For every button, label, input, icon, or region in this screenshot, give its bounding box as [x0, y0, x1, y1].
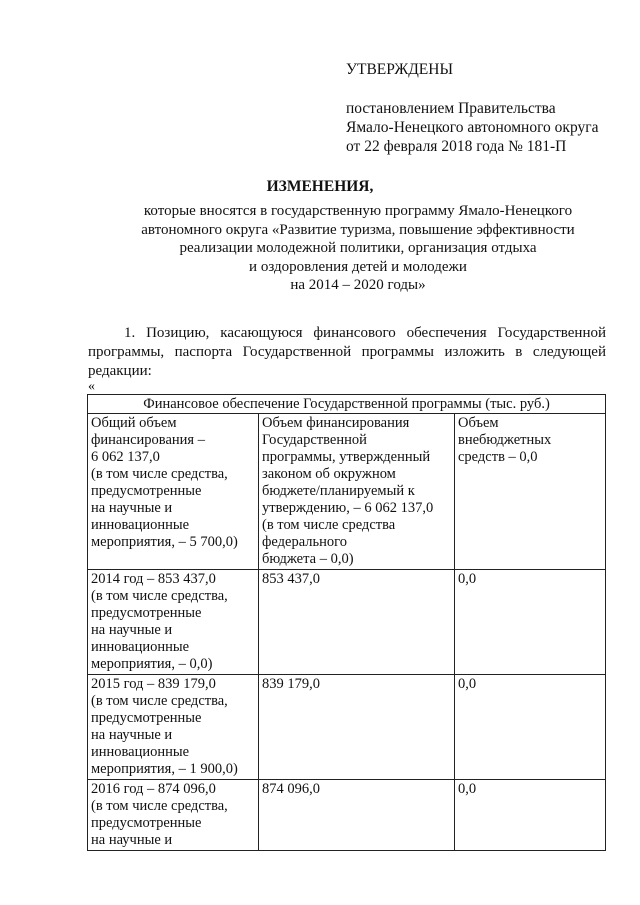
subtitle-line: и оздоровления детей и молодежи [249, 258, 467, 275]
table-row [88, 675, 606, 780]
document-subtitle [0, 202, 640, 295]
year-cell: 2015 год – 839 179,0 (в том числе средства, предусмотренные на научные и инновационные мероприятия, – 1 900,0) [88, 675, 259, 780]
subtitle-line: автономного округа «Развитие туризма, повышение эффективности [141, 221, 575, 238]
document-title: ИЗМЕНЕНИЯ, [266, 178, 374, 195]
approval-line: Ямало-Ненецкого автономного округа [346, 119, 599, 136]
table-row [88, 570, 606, 675]
year-cell: 2016 год – 874 096,0 (в том числе средства, предусмотренные на научные и [88, 780, 259, 851]
financing-table [87, 394, 606, 851]
table-row [88, 780, 606, 851]
subtitle-line: которые вносятся в государственную программу Ямало-Ненецкого [143, 203, 573, 219]
extrabudget-value-cell: 0,0 [455, 570, 606, 675]
year-cell: 2014 год – 853 437,0 (в том числе средства, предусмотренные на научные и инновационные мероприятия, – 0,0) [88, 570, 259, 675]
budget-value-cell: 839 179,0 [259, 675, 455, 780]
approval-title: УТВЕРЖДЕНЫ [346, 61, 453, 78]
extrabudget-cell: Объем внебюджетных средств – 0,0 [455, 414, 606, 570]
opening-quote: « [88, 379, 95, 394]
table-header: Финансовое обеспечение Государственной программы (тыс. руб.) [88, 395, 606, 414]
extrabudget-value-cell: 0,0 [455, 675, 606, 780]
budget-value-cell: 874 096,0 [259, 780, 455, 851]
approval-line: постановлением Правительства [346, 100, 556, 117]
subtitle-line: на 2014 – 2020 годы» [290, 277, 426, 293]
total-financing-cell: Общий объем финансирования – 6 062 137,0 (в том числе средства, предусмотренные на научные и инновационные мероприятия, – 5 700,0) [88, 414, 259, 570]
budget-financing-cell: Объем финансирования Государственной программы, утвержденный законом об окружном бюджете/планируемый к утверждению, – 6 062 137,0 (в том числе средства федерального бюджета – 0,0) [259, 414, 455, 570]
subtitle-line: реализации молодежной политики, организация отдыха [179, 240, 537, 256]
extrabudget-value-cell: 0,0 [455, 780, 606, 851]
table-row-totals [88, 414, 606, 570]
body-paragraph: 1. Позицию, касающуюся финансового обеспечения Государственной программы, паспорта Государственной программы изложить в следующей редакции: [88, 325, 606, 379]
budget-value-cell: 853 437,0 [259, 570, 455, 675]
approval-stamp [346, 60, 598, 156]
approval-line: от 22 февраля 2018 года № 181-П [346, 138, 567, 155]
